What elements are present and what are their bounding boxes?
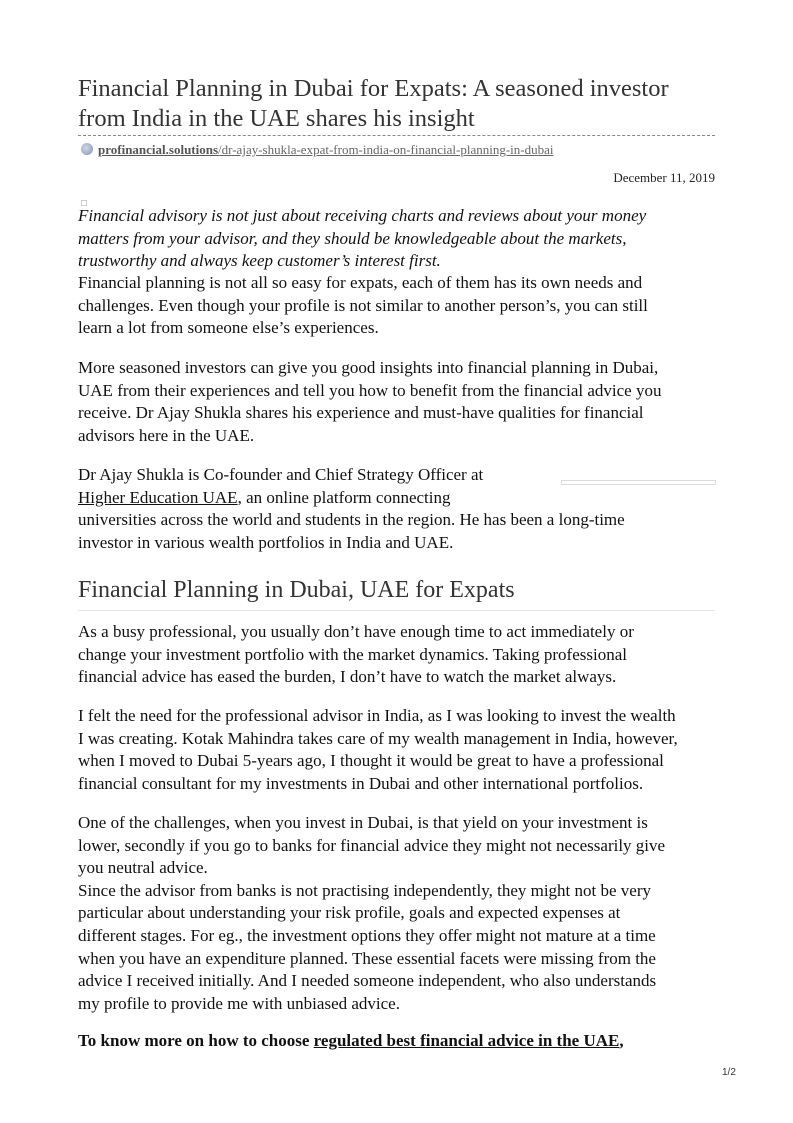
text-line: different stages. For eg., the investment options they offer might not mature at a time: [78, 925, 656, 945]
text-line: [78, 1030, 624, 1053]
text-line: universities across the world and students in the region. He has been a long-time: [78, 510, 625, 530]
text-line: when I moved to Dubai 5-years ago, I thought it would be great to have a professional: [78, 751, 664, 771]
text-line: investor in various wealth portfolios in India and UAE.: [78, 532, 454, 552]
text-line: learn a lot from someone else’s experiences.: [78, 318, 379, 338]
text-line: you neutral advice.: [78, 858, 208, 878]
text: , an online platform connecting: [237, 487, 451, 507]
publish-date: December 11, 2019: [613, 170, 715, 185]
paragraph: [78, 812, 665, 1015]
higher-education-uae-link[interactable]: Higher Education UAE: [78, 487, 238, 507]
text: ,: [619, 1031, 624, 1050]
globe-icon: [81, 143, 93, 155]
text-line: advice I received initially. And I needed someone independent, who also understands: [78, 971, 657, 991]
text-line: financial advice has eased the burden, I don’t have to watch the market always.: [78, 667, 617, 687]
text-line: UAE from their experiences and tell you how to benefit from the financial advice you: [78, 380, 662, 400]
text-line: Financial planning is not all so easy for expats, each of them has its own needs and: [78, 273, 643, 292]
text-line: my profile to provide me with unbiased advice.: [78, 993, 400, 1013]
text-line: challenges. Even though your profile is not similar to another person’s, you can still: [78, 295, 648, 315]
text: To know more on how to choose: [78, 1031, 314, 1050]
text-line: Dr Ajay Shukla is Co-founder and Chief Strategy Officer at: [78, 465, 484, 484]
paragraph: [78, 705, 678, 795]
text-line: As a busy professional, you usually don’t have enough time to act immediately or: [78, 622, 634, 641]
paragraph: [78, 357, 661, 447]
regulated-advice-link[interactable]: regulated best financial advice in the UAE: [313, 1031, 620, 1050]
text-line: I felt the need for the professional advisor in India, as I was looking to invest the wealth: [78, 706, 676, 725]
text-line: when you have an expenditure planned. These essential facets were missing from the: [78, 948, 656, 968]
intro-quote: [78, 205, 646, 273]
paragraph: [78, 621, 634, 689]
title-line: Financial Planning in Dubai for Expats: A seasoned investor: [78, 75, 669, 102]
page-number: 1/2: [722, 1067, 736, 1078]
text-line: matters from your advisor, and they should be knowledgeable about the markets,: [78, 228, 627, 248]
text-line: One of the challenges, when you invest in Dubai, is that yield on your investment is: [78, 813, 648, 832]
text-line: Financial advisory is not just about receiving charts and reviews about your money: [78, 206, 647, 225]
section-heading: Financial Planning in Dubai, UAE for Expats: [78, 574, 715, 611]
source-path[interactable]: /dr-ajay-shukla-expat-from-india-on-financial-planning-in-dubai: [218, 142, 554, 157]
text-line: I was creating. Kotak Mahindra takes care of my wealth management in India, however,: [78, 728, 678, 748]
text-line: particular about understanding your risk profile, goals and expected expenses at: [78, 903, 621, 923]
source-link[interactable]: [81, 142, 554, 158]
text-line: receive. Dr Ajay Shukla shares his experience and must-have qualities for financial: [78, 403, 644, 423]
text-line: advisors here in the UAE.: [78, 425, 255, 445]
text-line: lower, secondly if you go to banks for financial advice they might not necessarily give: [78, 835, 666, 855]
title-line: from India in the UAE shares his insight: [78, 105, 475, 132]
page-title: [78, 74, 669, 134]
text-line: financial consultant for my investments in Dubai and other international portfolios.: [78, 773, 644, 793]
text-line: trustworthy and always keep customer’s interest first.: [78, 251, 441, 271]
text-line: More seasoned investors can give you good insights into financial planning in Dubai,: [78, 358, 659, 377]
paragraph: [78, 464, 625, 554]
text-line: change your investment portfolio with the market dynamics. Taking professional: [78, 644, 627, 664]
paragraph: [78, 272, 648, 340]
text-line: [78, 487, 625, 510]
divider: [78, 135, 715, 136]
call-to-action: [78, 1030, 624, 1053]
text-line: Since the advisor from banks is not practising independently, they might not be very: [78, 880, 652, 900]
source-domain[interactable]: profinancial.solutions: [98, 142, 219, 157]
